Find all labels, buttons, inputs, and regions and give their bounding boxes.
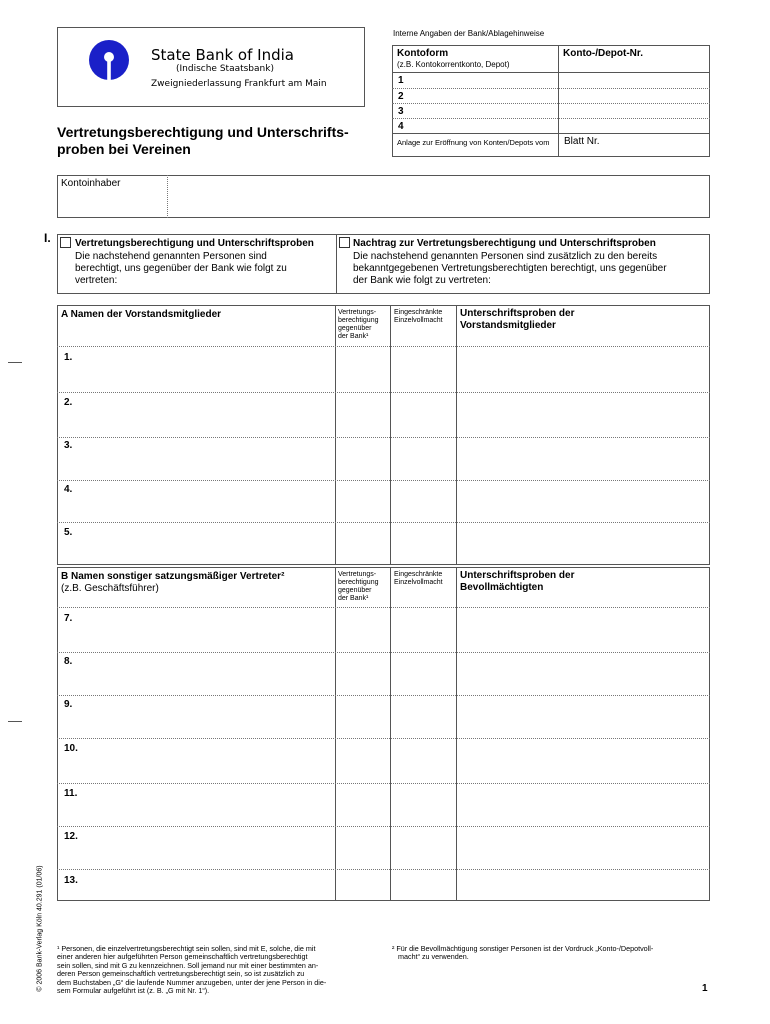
table-A-col-line-3	[456, 305, 457, 565]
kontoform-divider	[558, 45, 559, 157]
table-A-row-5: 5.	[64, 527, 73, 538]
section-I-right-text-1: Die nachstehend genannten Personen sind zusätzlich zu den bereits	[353, 251, 658, 262]
konto-depot-nr-label: Konto-/Depot-Nr.	[563, 48, 643, 59]
fold-mark-lower	[8, 721, 22, 722]
table-B-row-13: 13.	[64, 875, 78, 886]
bank-name: State Bank of India	[151, 46, 294, 64]
table-A-row-sep-1	[57, 346, 710, 347]
table-B-col2-line1: Vertretungs-	[338, 571, 377, 578]
section-I-left-text-3: vertreten:	[75, 275, 118, 286]
table-B-col3-line1: Eingeschränkte	[394, 571, 443, 578]
kontoform-sep-4	[392, 133, 710, 134]
section-I-right-title: Nachtrag zur Vertretungsberechtigung und Unterschriftsproben	[353, 238, 656, 249]
table-A-col2-header	[338, 309, 378, 341]
table-B-row-sep-6	[57, 826, 710, 827]
table-A-col2-line2: berechtigung	[338, 317, 379, 324]
footnote-1-line5: dem Buchstaben „G“ die laufende Nummer anzugeben, unter der jene Person in die-	[57, 977, 327, 987]
blatt-nr-label: Blatt Nr.	[564, 136, 600, 147]
table-A-row-sep-5	[57, 522, 710, 523]
fold-mark-upper	[8, 362, 22, 363]
table-A-row-sep-2	[57, 392, 710, 393]
kontoform-row-2: 2	[398, 91, 404, 102]
kontoform-sep-1	[392, 88, 710, 89]
bank-subtitle: (Indische Staatsbank)	[176, 64, 274, 74]
kontoform-row-3: 3	[398, 106, 404, 117]
section-I-right-text-2: bekanntgegebenen Vertretungsberechtigten berechtigt, uns gegenüber	[353, 263, 667, 274]
section-I-right-text-3: der Bank wie folgt zu vertreten:	[353, 275, 491, 286]
table-A-row-3: 3.	[64, 440, 73, 451]
table-B-row-12: 12.	[64, 831, 78, 842]
sbi-logo-icon	[88, 39, 130, 81]
page-number: 1	[702, 983, 708, 994]
copyright-side-text: © 2006 Bank-Verlag Köln 40.291 (01/06)	[36, 865, 44, 992]
footnote-1-line3: sein sollen, sind mit G zu kennzeichnen. Soll jemand nur mit einer bestimmten an-	[57, 960, 319, 970]
table-B	[57, 567, 710, 901]
table-B-col2-line2: berechtigung	[338, 579, 379, 586]
table-A-col4-line2: Vorstandsmitglieder	[460, 320, 556, 331]
table-B-row-sep-1	[57, 607, 710, 608]
table-B-row-sep-4	[57, 738, 710, 739]
kontoform-row-4: 4	[398, 121, 404, 132]
table-B-col2-line4: der Bank¹	[338, 595, 369, 602]
table-A-col3-line2: Einzelvollmacht	[394, 317, 443, 324]
table-A-title: A Namen der Vorstandsmitglieder	[61, 309, 222, 320]
footnote-1-line4: deren Person gemeinschaftlich vertretungsberechtigt sein, so ist zusätzlich zu	[57, 969, 305, 979]
table-A-col2-line4: der Bank¹	[338, 333, 369, 340]
table-B-row-9: 9.	[64, 699, 73, 710]
kontoform-sep-3	[392, 118, 710, 119]
table-A	[57, 305, 710, 565]
section-I-left-title: Vertretungsberechtigung und Unterschriftsproben	[75, 238, 314, 249]
table-A-col4-header	[460, 308, 574, 332]
footnote-1-line1: ¹ Personen, die einzelvertretungsberechtigt sein sollen, sind mit E, solche, die mit	[57, 944, 316, 953]
nachtrag-checkbox[interactable]	[339, 237, 350, 248]
table-B-row-7: 7.	[64, 613, 73, 624]
table-A-col3-header	[394, 309, 443, 325]
table-B-col-line-3	[456, 567, 457, 901]
table-B-row-sep-5	[57, 783, 710, 784]
table-B-col-line-1	[335, 567, 336, 901]
table-B-row-8: 8.	[64, 656, 73, 667]
table-A-col4-line1: Unterschriftsproben der	[460, 308, 575, 319]
kontoform-hint: (z.B. Kontokorrentkonto, Depot)	[397, 60, 510, 69]
table-B-subtitle: (z.B. Geschäftsführer)	[61, 583, 159, 594]
footnote-2	[392, 945, 710, 962]
table-B-col4-line1: Unterschriftsproben der	[460, 570, 575, 581]
table-A-col-line-1	[335, 305, 336, 565]
table-B-col2-header	[338, 571, 378, 603]
table-A-col3-line1: Eingeschränkte	[394, 309, 443, 316]
footnote-2-line2: macht“ zu verwenden.	[398, 952, 469, 962]
section-I-numeral: I.	[44, 231, 51, 245]
table-A-row-1: 1.	[64, 352, 73, 363]
section-I-left-text-1: Die nachstehend genannten Personen sind	[75, 251, 267, 262]
kontoinhaber-label: Kontoinhaber	[61, 178, 121, 189]
bank-header-box	[57, 27, 365, 107]
table-A-row-sep-3	[57, 437, 710, 438]
bank-branch: Zweigniederlassung Frankfurt am Main	[151, 79, 327, 89]
table-A-row-2: 2.	[64, 397, 73, 408]
table-A-col2-line3: gegenüber	[338, 325, 372, 332]
form-title-line2: proben bei Vereinen	[57, 141, 191, 157]
table-B-col4-header	[460, 570, 574, 594]
table-A-col-line-2	[390, 305, 391, 565]
kontoform-row-1: 1	[398, 75, 404, 86]
footnote-2-line1: ² Für die Bevollmächtigung sonstiger Personen ist der Vordruck „Konto-/Depotvoll-	[392, 944, 654, 953]
table-B-title: B Namen sonstiger satzungsmäßiger Vertreter²	[61, 571, 285, 582]
footnote-1-line6: sem Formular aufgeführt ist (z. B. „G mit Nr. 1“).	[57, 986, 210, 996]
vertretungsberechtigung-checkbox[interactable]	[60, 237, 71, 248]
table-B-row-sep-2	[57, 652, 710, 653]
table-A-row-4: 4.	[64, 484, 73, 495]
form-title-line1: Vertretungsberechtigung und Unterschrifts-	[57, 124, 349, 140]
kontoinhaber-field[interactable]	[168, 176, 709, 217]
table-B-row-sep-7	[57, 869, 710, 870]
table-B-row-11: 11.	[64, 788, 78, 799]
table-A-row-sep-4	[57, 480, 710, 481]
table-B-col2-line3: gegenüber	[338, 587, 372, 594]
kontoform-head-line	[392, 72, 710, 73]
table-B-row-10: 10.	[64, 743, 78, 754]
section-I-left-text-2: berechtigt, uns gegenüber der Bank wie folgt zu	[75, 263, 287, 274]
kontoform-sep-2	[392, 103, 710, 104]
section-I-divider	[336, 234, 337, 294]
table-B-col4-line2: Bevollmächtigten	[460, 582, 544, 593]
table-B-col-line-2	[390, 567, 391, 901]
table-B-col3-header	[394, 571, 443, 587]
internal-note: Interne Angaben der Bank/Ablagehinweise	[393, 29, 545, 38]
table-B-row-sep-3	[57, 695, 710, 696]
table-A-col2-line1: Vertretungs-	[338, 309, 377, 316]
footnote-1	[57, 945, 377, 995]
table-B-col3-line2: Einzelvollmacht	[394, 579, 443, 586]
kontoform-label: Kontoform	[397, 48, 449, 59]
anlage-label: Anlage zur Eröffnung von Konten/Depots vom	[397, 138, 550, 147]
footnote-1-line2: einer anderen hier aufgeführten Person gemeinschaftlich vertretungsberechtigt	[57, 952, 308, 962]
